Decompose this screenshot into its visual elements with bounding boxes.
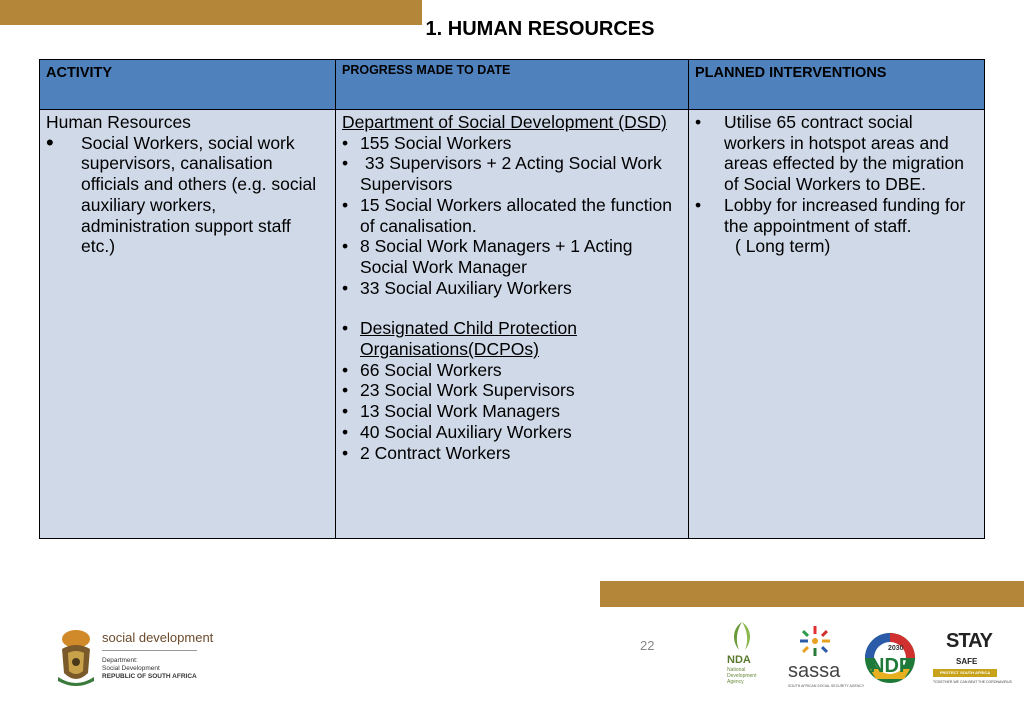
table-row <box>40 110 985 539</box>
nda-subtitle <box>727 667 756 685</box>
nda-sub-line: National <box>727 667 746 673</box>
sassa-name: sassa <box>788 660 841 682</box>
bottom-accent-bar <box>600 581 1024 607</box>
list-item: • 8 Social Work Managers + 1 Acting Social Work Manager <box>342 236 682 277</box>
social-development-dept <box>102 657 197 681</box>
dsd-heading: Department of Social Development (DSD) <box>342 112 667 132</box>
dsd-list <box>342 133 682 299</box>
nda-name: NDA <box>727 654 751 666</box>
page-title: 1. HUMAN RESOURCES <box>425 18 655 40</box>
dcpo-heading: Designated Child Protection Organisations(DCPOs) <box>360 318 577 360</box>
list-item: • 23 Social Work Supervisors <box>342 380 682 401</box>
dept-line: REPUBLIC OF SOUTH AFRICA <box>102 673 197 680</box>
list-item: • Utilise 65 contract social workers in hotspot areas and areas effected by the migration of Social Workers to DBE. <box>695 112 978 195</box>
activity-heading: Human Resources <box>46 112 191 132</box>
stay-safe-band: PROTECT SOUTH AFRICA <box>933 669 997 677</box>
dcpo-list <box>342 318 682 463</box>
header-activity: ACTIVITY <box>40 60 336 110</box>
list-item: • 66 Social Workers <box>342 360 682 381</box>
planned-cell <box>689 110 985 539</box>
list-item: • 33 Social Auxiliary Workers <box>342 278 682 299</box>
divider <box>102 650 197 651</box>
spacer <box>342 298 682 318</box>
header-planned-interventions: PLANNED INTERVENTIONS <box>689 60 985 110</box>
list-item: • 33 Supervisors + 2 Acting Social Work Supervisors <box>342 153 682 194</box>
list-item: • 13 Social Work Managers <box>342 401 682 422</box>
list-item: • 155 Social Workers <box>342 133 682 154</box>
header-progress: PROGRESS MADE TO DATE <box>336 60 689 110</box>
social-development-name: social development <box>102 630 214 645</box>
stay-safe-tagline: TOGETHER WE CAN BEAT THE CORONAVIRUS <box>933 680 1012 684</box>
sassa-burst-icon <box>798 624 832 658</box>
page-number: 22 <box>640 638 655 653</box>
progress-cell <box>336 110 689 539</box>
list-item: • Lobby for increased funding for the appointment of staff. <box>695 195 978 236</box>
term-note: ( Long term) <box>735 236 831 257</box>
nda-sub-line: Development <box>727 673 757 679</box>
list-item: • 15 Social Workers allocated the function of canalisation. <box>342 195 682 236</box>
dept-line: Social Development <box>102 665 160 672</box>
coat-of-arms-icon <box>54 627 98 689</box>
nda-leaf-icon <box>725 620 759 654</box>
table-header-row <box>40 60 985 110</box>
list-item: • 2 Contract Workers <box>342 443 682 464</box>
ndp-year: 2030 <box>888 645 904 652</box>
list-item: • Social Workers, social work supervisors, canalisation officials and others (e.g. social auxiliary workers, administration support staff etc.) <box>46 133 329 257</box>
dept-line: Department: <box>102 657 138 664</box>
sassa-subtitle: SOUTH AFRICAN SOCIAL SECURITY AGENCY <box>788 684 865 688</box>
list-item: • 40 Social Auxiliary Workers <box>342 422 682 443</box>
list-item <box>342 318 682 359</box>
planned-list <box>695 112 978 236</box>
activity-cell <box>40 110 336 539</box>
activity-list <box>46 133 329 257</box>
human-resources-table <box>39 59 985 539</box>
ndp-name: NDP <box>870 655 913 677</box>
nda-sub-line: Agency <box>727 679 744 685</box>
stay-safe-logo-text: STAY <box>946 630 993 652</box>
stay-safe-subtext: SAFE <box>956 657 978 666</box>
